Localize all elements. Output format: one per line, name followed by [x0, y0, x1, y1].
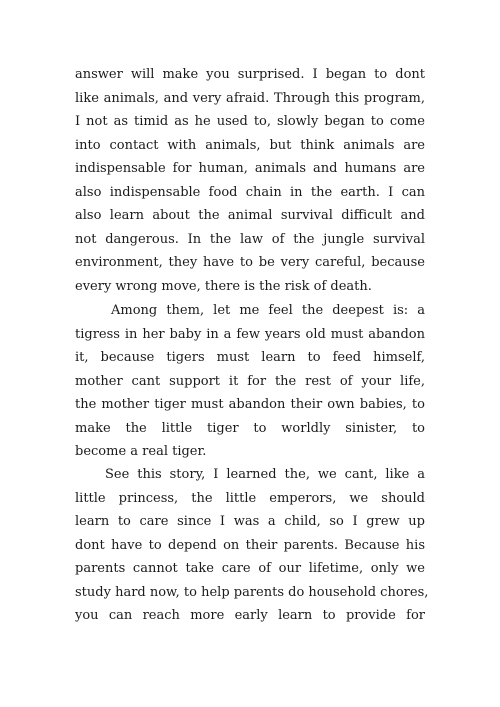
- text-line: it, because tigers must learn to feed himself,: [75, 350, 425, 365]
- text-line: answer will make you surprised. I began to dont: [75, 67, 425, 82]
- text-line: I not as timid as he used to, slowly began to come: [75, 114, 425, 129]
- text-line: environment, they have to be very careful, because: [75, 255, 425, 270]
- text-line: learn to care since I was a child, so I grew up: [75, 514, 425, 529]
- text-line: not dangerous. In the law of the jungle survival: [75, 231, 425, 247]
- text-line: little princess, the little emperors, we should: [75, 490, 425, 506]
- text-line: also learn about the animal survival difficult and: [75, 208, 425, 223]
- text-line: like animals, and very afraid. Through this program,: [75, 90, 425, 106]
- text-line: make the little tiger to worldly sinister, to: [75, 420, 425, 436]
- text-line: the mother tiger must abandon their own babies, to: [75, 397, 425, 412]
- text-line: mother cant support it for the rest of your life,: [75, 373, 425, 389]
- text-line: tigress in her baby in a few years old must abandon: [75, 326, 425, 342]
- text-line: See this story, I learned the, we cant, like a: [105, 467, 425, 482]
- text-line: parents cannot take care of our lifetime, only we: [75, 561, 425, 576]
- paragraph-1: [75, 63, 425, 298]
- text-line: study hard now, to help parents do household chores,: [75, 584, 429, 600]
- text-line: indispensable for human, animals and humans are: [75, 161, 425, 176]
- paragraph-3: [75, 463, 429, 628]
- text-line: Among them, let me feel the deepest is: a: [111, 303, 425, 318]
- text-line: also indispensable food chain in the earth. I can: [75, 184, 425, 200]
- text-line: become a real tiger.: [75, 444, 207, 459]
- paragraph-2: [75, 299, 425, 464]
- text-line: you can reach more early learn to provide for: [75, 608, 425, 623]
- text-line: into contact with animals, but think animals are: [75, 137, 425, 153]
- text-line: every wrong move, there is the risk of death.: [75, 278, 372, 294]
- text-line: dont have to depend on their parents. Because his: [75, 537, 425, 553]
